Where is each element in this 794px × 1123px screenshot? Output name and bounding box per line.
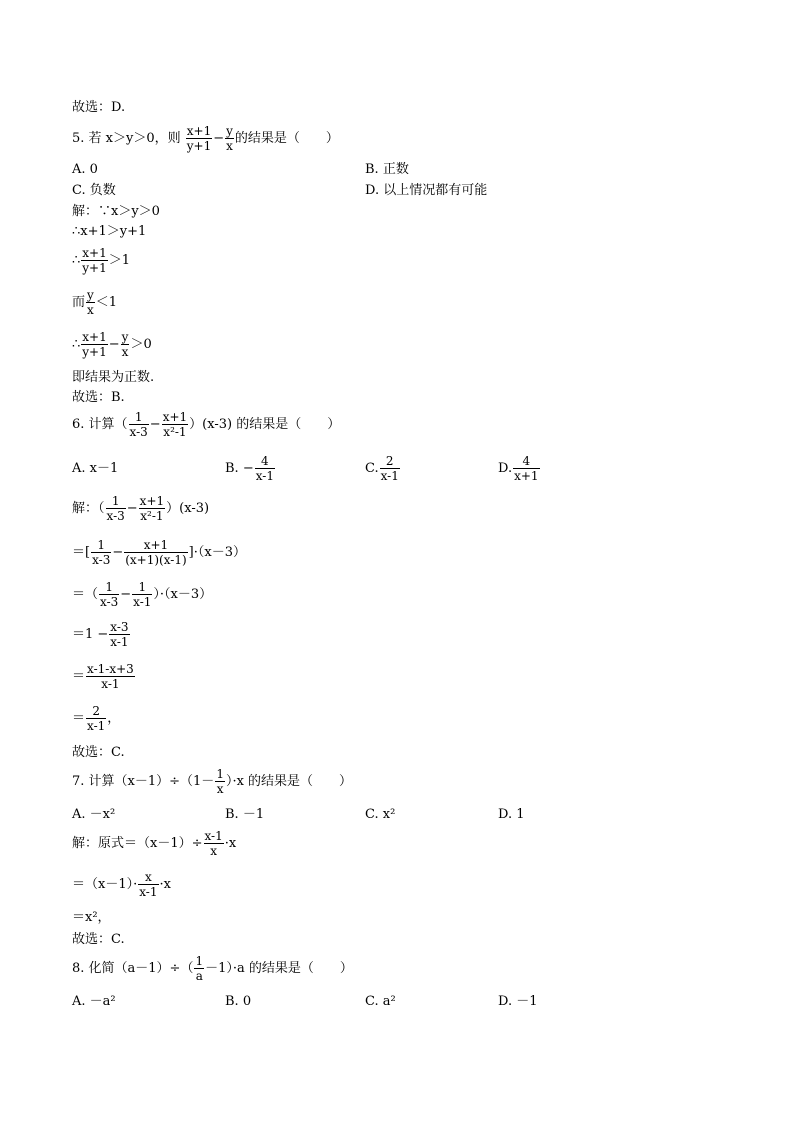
q5-option-d: D. 以上情况都有可能 [365,183,488,198]
q7-option-a: A. －x² [72,807,116,822]
fraction: $\frac{x+1}{\text{x²-1}}$ [139,494,165,523]
fraction: $\frac{2}{x-1}$ [87,704,106,733]
q6-option-d: D. $\frac{4}{x+1}$ [498,454,539,483]
fraction: $\frac{1}{x-3}$ [100,580,119,609]
q8-stem: 8. 化简（a－1）÷（ $\frac{1}{a}$ －1）·a 的结果是（ ） [72,954,353,983]
q7-solution-3: ＝x²， [72,910,111,925]
fraction: $\frac{x-3}{x-1}$ [110,620,129,649]
q7-option-d: D. 1 [498,807,525,822]
q5-solution-1: 解：∵x＞y＞0 [72,204,160,219]
q5-solution-2: ∴x+1＞y+1 [72,224,147,239]
fraction: $\frac{x-1}{x}$ [204,829,223,858]
fraction: $\frac{1}{x-3}$ [106,494,125,523]
q6-solution-3: ＝（ $\frac{1}{x-3}$ − $\frac{1}{x-1}$ ）·（x－3） [72,580,213,609]
fraction: $\frac{4}{x-1}$ [255,454,274,483]
fraction: $\frac{1}{x-3}$ [129,410,148,439]
q5-option-c: C. 负数 [72,183,116,198]
fraction: $\frac{x+1}{\text{x²-1}}$ [162,410,188,439]
fraction: $\frac{y}{x}$ [226,124,233,153]
q6-option-c: C. $\frac{2}{x-1}$ [365,454,399,483]
q6-option-a: A. x－1 [72,461,119,476]
q7-option-b: B. －1 [225,807,265,822]
q5-solution-3: ∴ $\frac{x+1}{y+1}$ ＞1 [72,246,131,275]
fraction: $\frac{4}{x+1}$ [514,454,539,483]
fraction: $\frac{1}{x-1}$ [133,580,152,609]
q7-solution-2: ＝（x－1）· $\frac{x}{x-1}$ ·x [72,870,171,899]
q8-option-d: D. －1 [498,994,538,1009]
q5-answer: 故选：B. [72,390,125,405]
fraction: $\frac{x+1}{y+1}$ [186,124,212,153]
q6-solution-5: ＝ $\frac{x-1-x+3}{x-1}$ [72,662,134,691]
q7-answer: 故选：C. [72,932,125,947]
q6-solution-2: ＝[ $\frac{1}{x-3}$ − $\frac{x+1}{(x+1)(x-1)}$ ]·（x－3） [72,538,246,567]
q7-solution-1: 解：原式＝（x－1）÷ $\frac{x-1}{x}$ ·x [72,829,237,858]
fraction: $\frac{y}{x}$ [87,288,94,317]
fraction: $\frac{1}{x-3}$ [92,538,111,567]
q5-solution-5: ∴ $\frac{x+1}{y+1}$ − $\frac{y}{x}$ ＞0 [72,330,152,359]
q6-stem: 6. 计算（ $\frac{1}{x-3}$ − $\frac{x+1}{\text{x²-1}}$ ）(x-3) 的结果是（ ） [72,410,341,439]
fraction: $\frac{x-1-x+3}{x-1}$ [87,662,134,691]
fraction: $\frac{x+1}{(x+1)(x-1)}$ [125,538,187,567]
answer-line: 故选：D. [72,100,126,115]
fraction: $\frac{1}{a}$ [195,954,204,983]
q5-option-b: B. 正数 [365,162,409,177]
q6-solution-1: 解：（ $\frac{1}{x-3}$ − $\frac{x+1}{\text{x²-1}}$ ）(x-3) [72,494,210,523]
q7-stem: 7. 计算（x－1）÷（1－ $\frac{1}{x}$ ）·x 的结果是（ ） [72,767,353,796]
q8-option-b: B. 0 [225,994,252,1009]
q6-solution-6: ＝ $\frac{2}{x-1}$ ， [72,704,121,733]
q6-option-b: B. − $\frac{4}{x-1}$ [225,454,274,483]
fraction: $\frac{x}{x-1}$ [139,870,158,899]
q5-option-a: A. 0 [72,162,98,177]
q5-stem: 5. 若 x＞y＞0，则 $\frac{x+1}{y+1}$ − $\frac{y}{x}$ 的结果是（ ） [72,124,339,153]
q6-solution-4: ＝1 − $\frac{x-3}{x-1}$ [72,620,129,649]
fraction: $\frac{x+1}{y+1}$ [82,330,107,359]
fraction: $\frac{x+1}{y+1}$ [82,246,107,275]
q8-option-a: A. －a² [72,994,116,1009]
q8-option-c: C. a² [365,994,396,1009]
fraction: $\frac{y}{x}$ [121,330,129,359]
q6-answer: 故选：C. [72,745,125,760]
fraction: $\frac{2}{x-1}$ [380,454,399,483]
q7-option-c: C. x² [365,807,396,822]
q5-solution-4: 而 $\frac{y}{x}$ ＜1 [72,288,118,317]
fraction: $\frac{1}{x}$ [216,767,224,796]
q5-solution-6: 即结果为正数. [72,370,155,385]
